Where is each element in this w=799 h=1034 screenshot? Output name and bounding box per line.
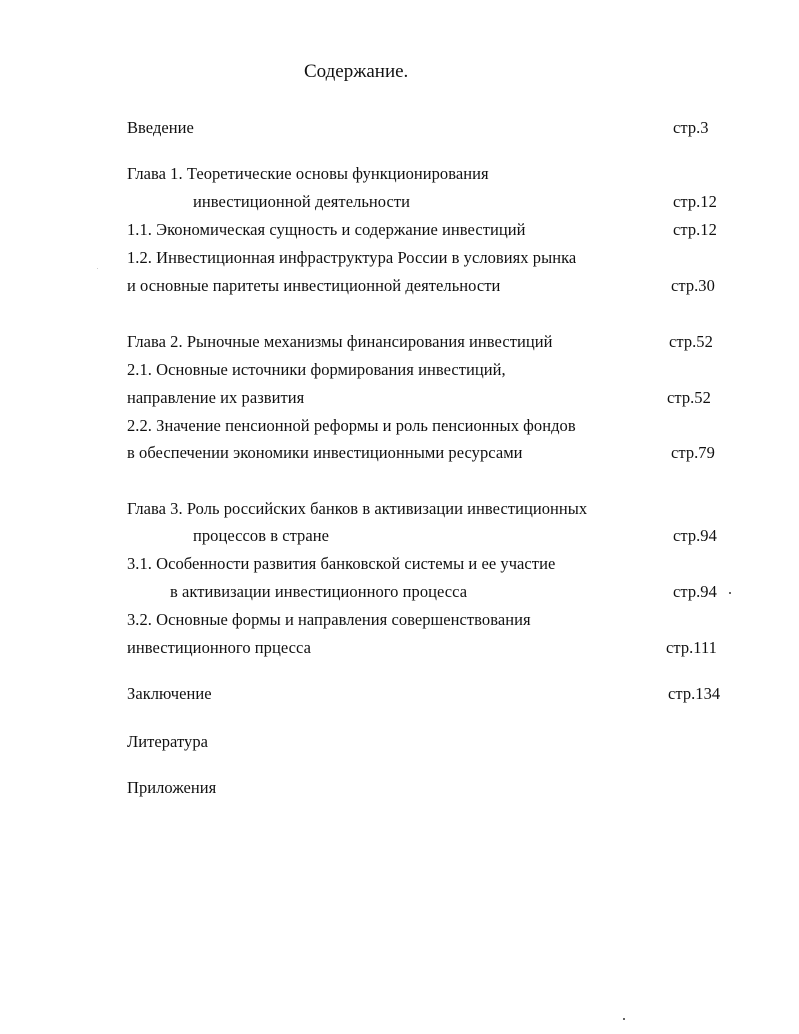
toc-chapter3-line2: процессов в стране bbox=[193, 526, 329, 545]
toc-section-2-1-page: стр.52 bbox=[667, 388, 711, 407]
toc-literature-text: Литература bbox=[127, 732, 209, 751]
toc-section-3-2-page: стр.111 bbox=[666, 638, 717, 657]
scan-speck bbox=[729, 592, 731, 594]
toc-section-1-2-line2: и основные паритеты инвестиционной деятельности bbox=[127, 276, 501, 295]
toc-section-1-1-text: 1.1. Экономическая сущность и содержание инвестиций bbox=[127, 220, 526, 239]
toc-chapter2-text: Глава 2. Рыночные механизмы финансирования инвестиций bbox=[127, 332, 553, 351]
toc-section-2-2-page: стр.79 bbox=[671, 443, 715, 462]
toc-section-2-2-line1: 2.2. Значение пенсионной реформы и роль пенсионных фондов bbox=[127, 416, 576, 435]
toc-chapter1-line2: инвестиционной деятельности bbox=[193, 192, 411, 211]
page-title: Содержание. bbox=[304, 61, 409, 82]
scan-speck bbox=[97, 268, 98, 269]
toc-section-1-2-line1: 1.2. Инвестиционная инфраструктура России в условиях рынка bbox=[127, 248, 577, 267]
toc-chapter2-page: стр.52 bbox=[669, 332, 713, 351]
toc-chapter3-line1: Глава 3. Роль российских банков в активизации инвестиционных bbox=[127, 499, 588, 518]
toc-section-2-1-line2: направление их развития bbox=[127, 388, 305, 407]
toc-appendices-text: Приложения bbox=[127, 778, 217, 797]
toc-section-3-1-page: стр.94 bbox=[673, 582, 717, 601]
toc-section-3-1-line2: в активизации инвестиционного процесса bbox=[170, 582, 468, 601]
toc-section-2-1-line1: 2.1. Основные источники формирования инвестиций, bbox=[127, 360, 506, 379]
toc-chapter3-page: стр.94 bbox=[673, 526, 717, 545]
toc-section-3-2-line1: 3.2. Основные формы и направления совершенствования bbox=[127, 610, 531, 629]
toc-section-3-1-line1: 3.1. Особенности развития банковской системы и ее участие bbox=[127, 554, 556, 573]
scan-speck bbox=[623, 1018, 625, 1020]
toc-section-1-1-page: стр.12 bbox=[673, 220, 717, 239]
toc-intro-text: Введение bbox=[127, 118, 194, 137]
toc-chapter1-page: стр.12 bbox=[673, 192, 717, 211]
toc-section-2-2-line2: в обеспечении экономики инвестиционными ресурсами bbox=[127, 443, 523, 462]
toc-section-1-2-page: стр.30 bbox=[671, 276, 715, 295]
toc-section-3-2-line2: инвестиционного прцесса bbox=[127, 638, 311, 657]
toc-chapter1-line1: Глава 1. Теоретические основы функционирования bbox=[127, 164, 489, 183]
toc-intro-page: стр.3 bbox=[673, 118, 709, 137]
toc-conclusion-page: стр.134 bbox=[668, 684, 721, 703]
toc-conclusion-text: Заключение bbox=[127, 684, 212, 703]
